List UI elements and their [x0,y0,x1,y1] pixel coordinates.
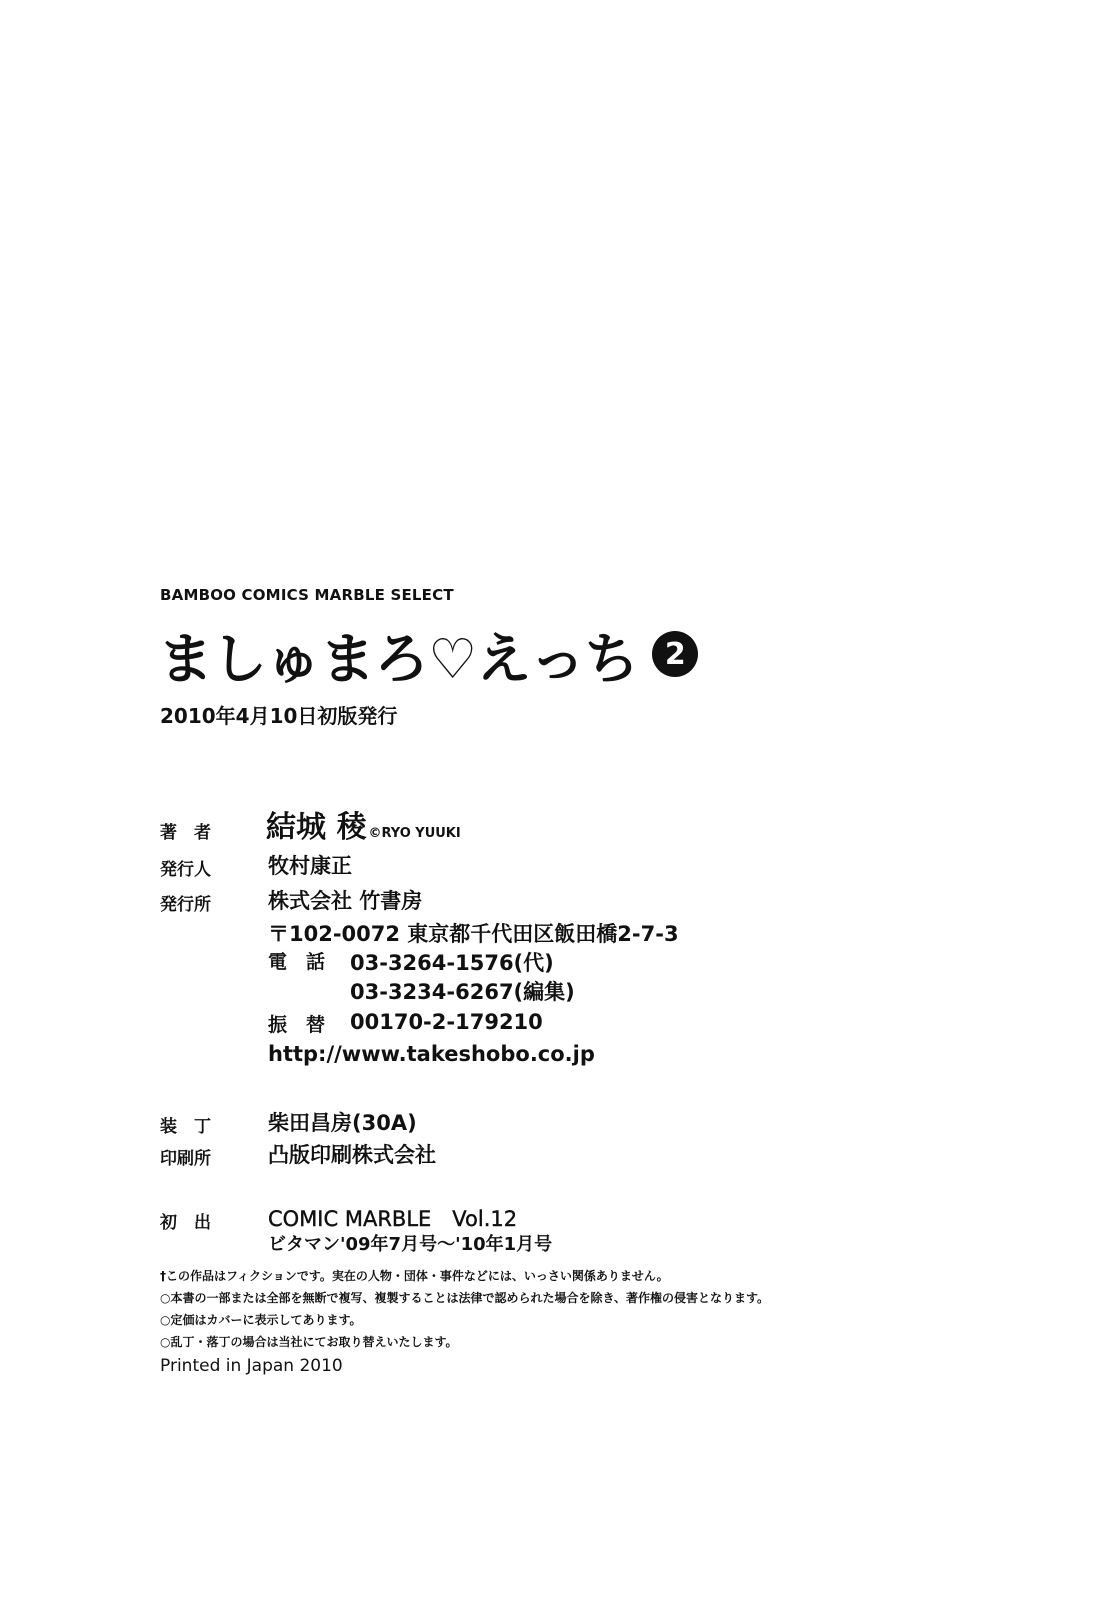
note-fiction: †この作品はフィクションです。実在の人物・団体・事件などには、いっさい関係ありません。 [160,1269,669,1283]
note-copyright: ○本書の一部または全部を無断で複写、複製することは法律で認められた場合を除き、著作権の侵害となります。 [160,1291,770,1305]
note-price: ○定価はカバーに表示してあります。 [160,1313,362,1327]
transfer-number: 00170-2-179210 [350,1010,543,1034]
volume-badge: 2 [652,631,698,677]
book-title: ましゅまろ♡えっち [158,626,639,691]
design-label: 装 丁 [160,1117,211,1137]
design-credit: 柴田昌房(30A) [268,1111,417,1135]
phone-number-editorial: 03-3234-6267(編集) [350,980,575,1004]
series-name: BAMBOO COMICS MARBLE SELECT [160,586,454,604]
publisher-name: 株式会社 竹書房 [268,889,423,913]
publisher-person-name: 牧村康正 [268,854,352,878]
author-row [266,802,461,846]
publisher-person-label: 発行人 [160,860,211,880]
printed-in-japan: Printed in Japan 2010 [160,1356,343,1376]
printer-label: 印刷所 [160,1149,211,1169]
phone-label: 電 話 [268,951,326,973]
publisher-address: 〒102-0072 東京都千代田区飯田橋2-7-3 [268,922,679,946]
publication-date: 2010年4月10日初版発行 [160,704,398,728]
first-appearance-issues: ビタマン'09年7月号～'10年1月号 [268,1234,553,1255]
title-block [158,614,698,694]
transfer-label: 振 替 [268,1014,326,1036]
author-copyright: ©RYO YUUKI [368,826,461,841]
first-appearance-magazine: COMIC MARBLE Vol.12 [268,1207,518,1231]
phone-number-main: 03-3264-1576(代) [350,951,554,975]
note-replacement: ○乱丁・落丁の場合は当社にてお取り替えいたします。 [160,1335,458,1349]
publisher-url[interactable]: http://www.takeshobo.co.jp [268,1042,595,1066]
publisher-label: 発行所 [160,895,211,915]
author-name: 結城 稜 [266,810,367,845]
author-label: 著 者 [160,823,211,843]
printer-name: 凸版印刷株式会社 [268,1143,436,1167]
first-appearance-label: 初 出 [160,1213,211,1233]
